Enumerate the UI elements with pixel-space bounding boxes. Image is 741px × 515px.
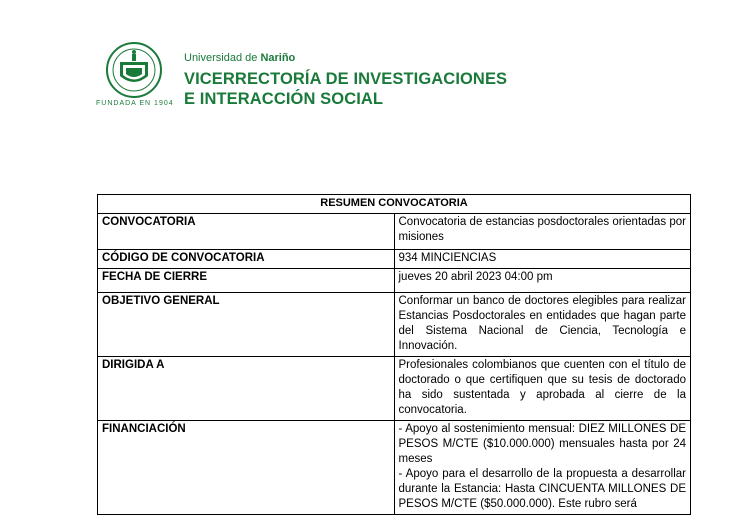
- row-value: Conformar un banco de doctores elegibles para realizar Estancias Posdoctorales en entidades que hagan parte del Sistema Nacional de Ciencia, Tecnología e Innovación.: [394, 293, 691, 357]
- financing-item: - Apoyo al sostenimiento mensual: DIEZ MILLONES DE PESOS M/CTE ($10.000.000) mensuales hasta por 24 meses: [398, 423, 686, 465]
- founding-year-text: FUNDADA EN 1904: [96, 100, 174, 107]
- university-name: Universidad de Nariño: [184, 52, 296, 64]
- table-row: [98, 293, 691, 357]
- row-value: jueves 20 abril 2023 04:00 pm: [394, 269, 691, 293]
- row-label: FINANCIACIÓN: [98, 421, 395, 515]
- table-row: [98, 250, 691, 269]
- table-row: [98, 214, 691, 250]
- row-label: CONVOCATORIA: [98, 214, 395, 250]
- table-row: [98, 357, 691, 421]
- row-label: CÓDIGO DE CONVOCATORIA: [98, 250, 395, 269]
- row-label: FECHA DE CIERRE: [98, 269, 395, 293]
- table-row: [98, 421, 691, 515]
- table-heading-row: [98, 195, 691, 214]
- row-value: [394, 421, 691, 515]
- row-label: DIRIGIDA A: [98, 357, 395, 421]
- office-title-line2: E INTERACCIÓN SOCIAL: [184, 90, 384, 108]
- office-title-line1: VICERRECTORÍA DE INVESTIGACIONES: [184, 70, 508, 88]
- university-seal-logo: [106, 42, 162, 98]
- row-value: 934 MINCIENCIAS: [394, 250, 691, 269]
- letterhead: [96, 42, 516, 114]
- financing-item: - Apoyo para el desarrollo de la propuesta a desarrollar durante la Estancia: Hasta CINCUENTA MILLONES DE PESOS M/CTE ($50.000.000). Este rubro será: [398, 468, 686, 510]
- summary-table: [97, 194, 691, 515]
- row-value: Profesionales colombianos que cuenten con el título de doctorado o que certifiquen que su tesis de doctorado ha sido sustentada y aprobada al cierre de la convocatoria.: [394, 357, 691, 421]
- table-heading: RESUMEN CONVOCATORIA: [98, 195, 691, 214]
- row-value: Convocatoria de estancias posdoctorales orientadas por misiones: [394, 214, 691, 250]
- table-row: [98, 269, 691, 293]
- row-label: OBJETIVO GENERAL: [98, 293, 395, 357]
